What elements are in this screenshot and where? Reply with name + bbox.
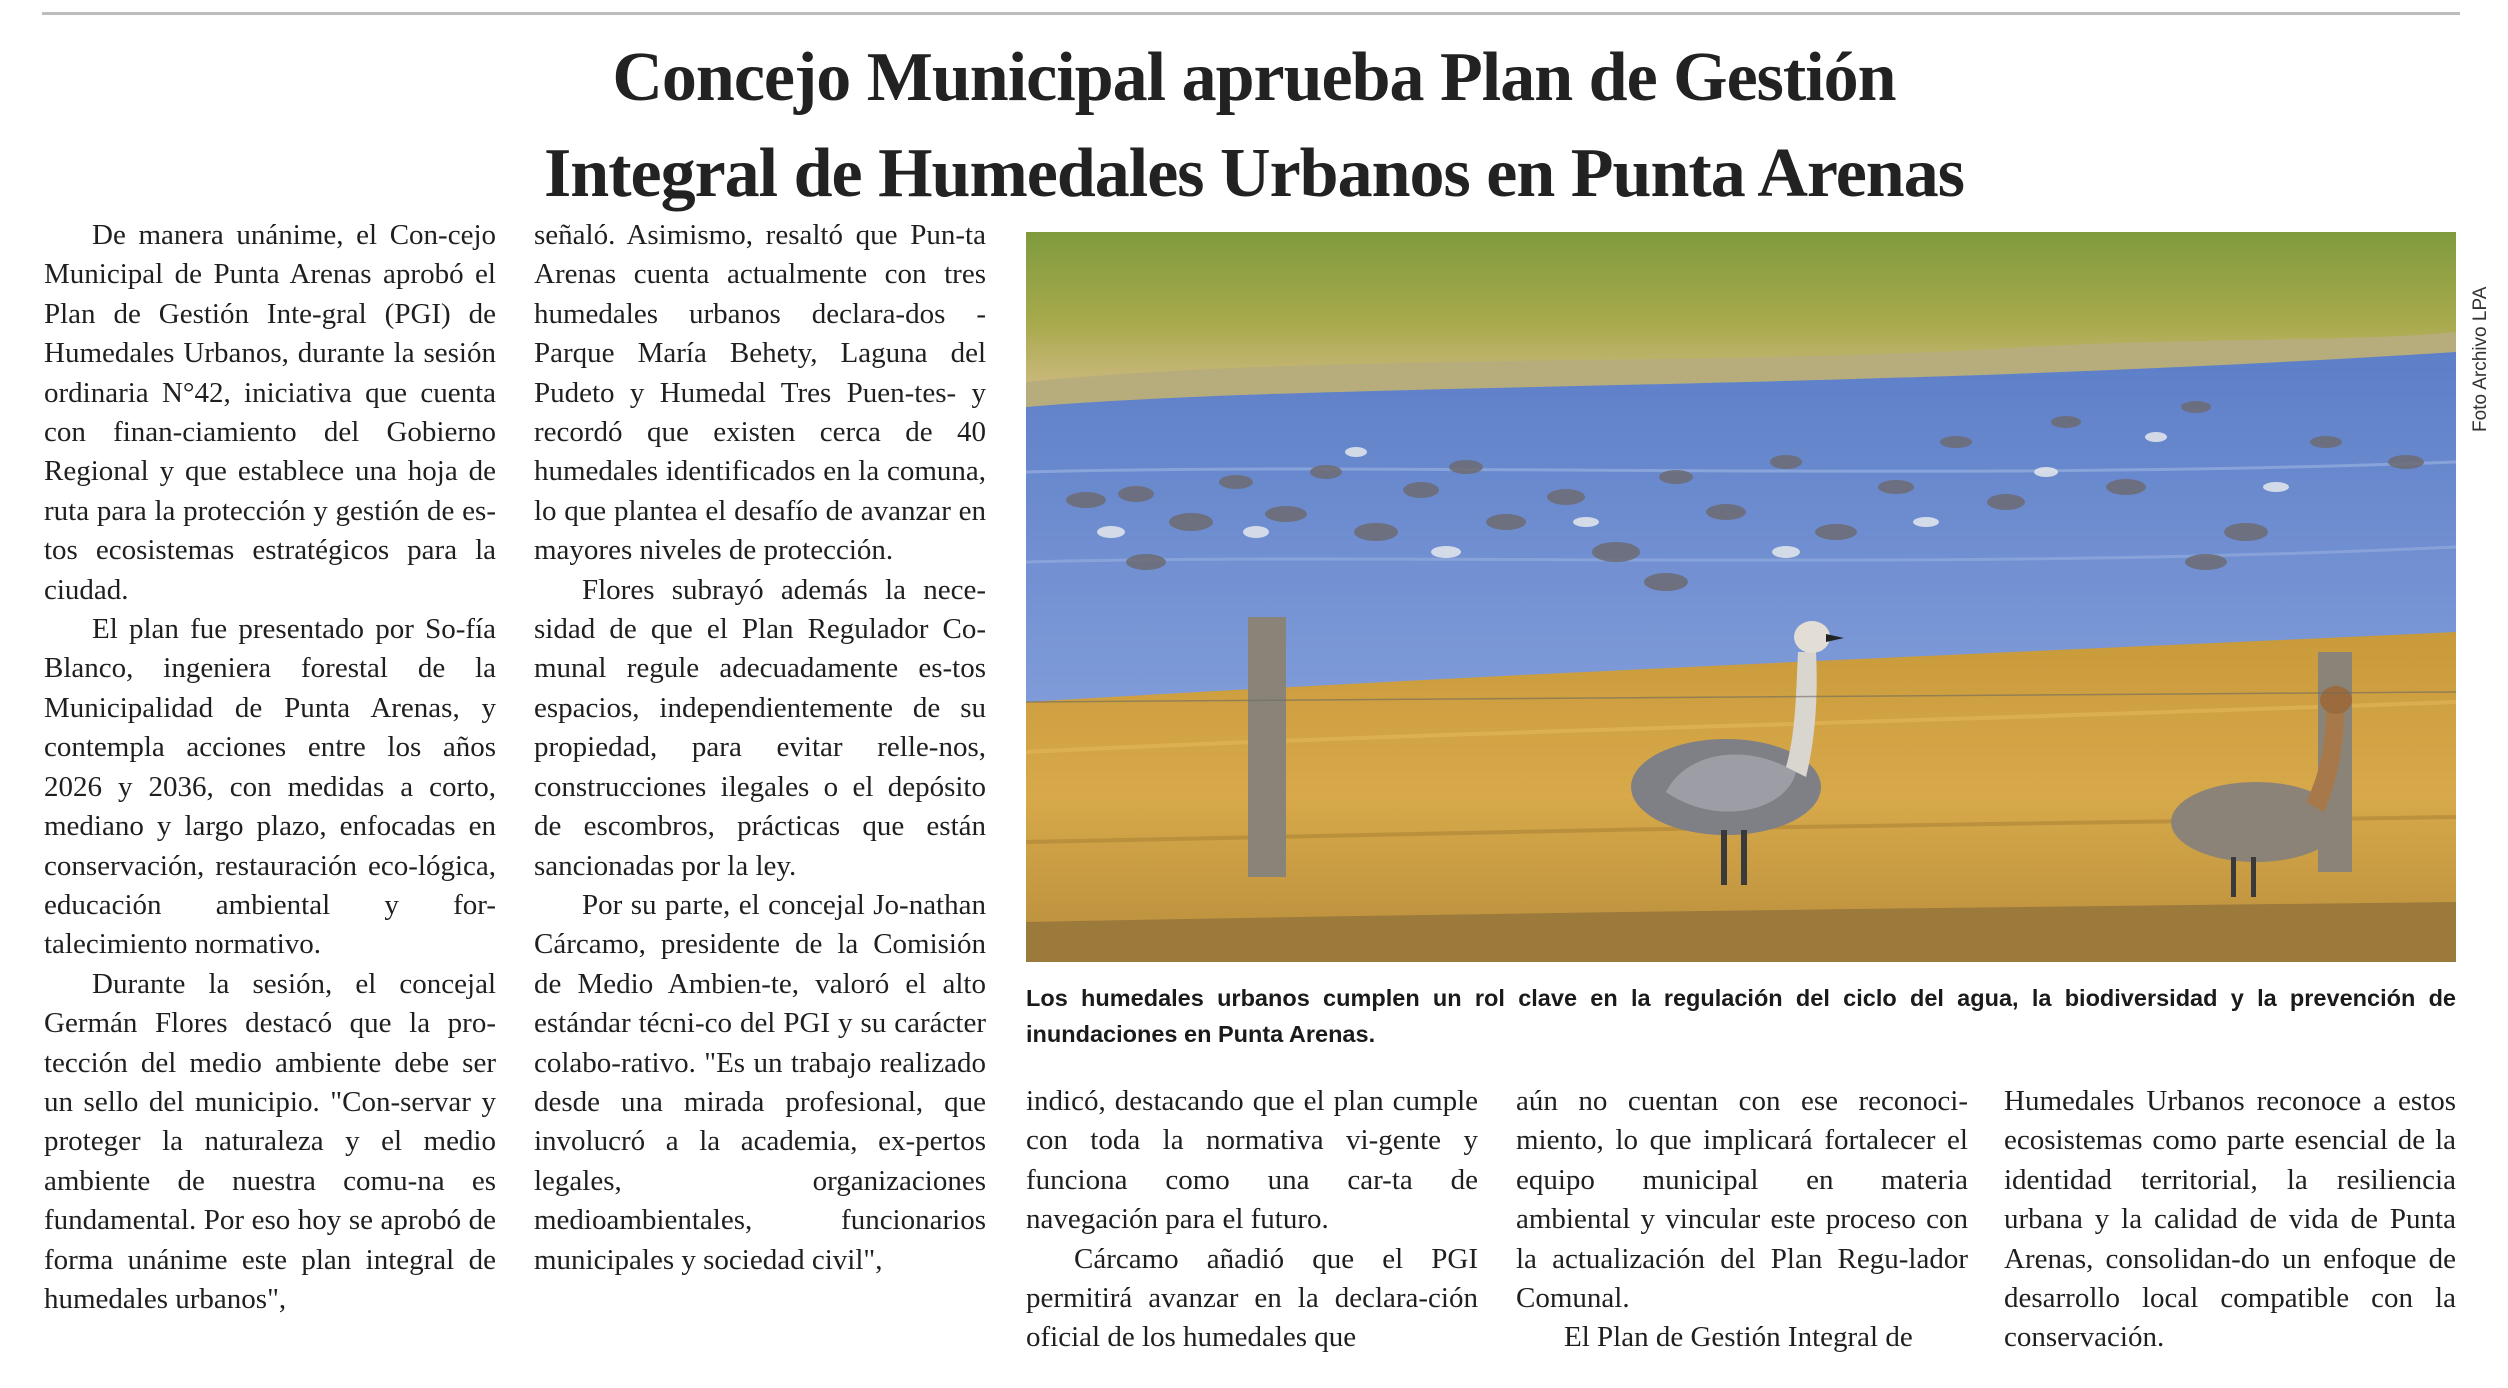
photo-credit: Foto Archivo LPA: [2470, 286, 2491, 432]
article-column-2: [534, 216, 986, 1381]
article-column-1: [44, 216, 496, 1381]
article-column-5: [2004, 1082, 2456, 1382]
article-column-4: [1516, 1082, 1968, 1382]
column1-paragraph-1: De manera unánime, el Con-cejo Municipal de Punta Arenas aprobó el Plan de Gestión Inte-gral (PGI) de Humedales Urbanos, durante la sesión ordinaria N°42, iniciativa que cuenta con finan-ciamiento del Gobierno Regional y que establece una hoja de ruta para la protección y gestión de es-tos ecosistemas estratégicos para la ciudad.: [44, 219, 496, 606]
headline-line-1: Concejo Municipal aprueba Plan de Gestión: [612, 39, 1896, 116]
article-column-3: [1026, 1082, 1478, 1382]
column5-paragraph-1: Humedales Urbanos reconoce a estos ecosistemas como parte esencial de la identidad territorial, la resiliencia urbana y la calidad de vida de Punta Arenas, consolidan-do un enfoque de desarrollo local compatible con la conservación.: [2004, 1085, 2456, 1354]
column3-paragraph-1: indicó, destacando que el plan cumple con toda la normativa vi-gente y funciona como una car-ta de navegación para el futuro.: [1026, 1085, 1478, 1236]
headline-line-2: Integral de Humedales Urbanos en Punta Arenas: [544, 135, 1964, 212]
headline: [300, 30, 2208, 222]
column1-paragraph-3: Durante la sesión, el concejal Germán Flores destacó que la pro-tección del medio ambiente debe ser un sello del municipio. "Con-servar y proteger la naturaleza y el medio ambiente de nuestra comu-na es fundamental. Por eso hoy se aprobó de forma unánime este plan integral de humedales urbanos",: [44, 967, 496, 1315]
photo-caption: Los humedales urbanos cumplen un rol clave en la regulación del ciclo del agua, la biodiversidad y la prevención de inundaciones en Punta Arenas.: [1026, 985, 2456, 1047]
wetland-photo: [1026, 232, 2456, 962]
column1-paragraph-2: El plan fue presentado por So-fía Blanco, ingeniera forestal de la Municipalidad de Punta Arenas, y contempla acciones entre los años 2026 y 2036, con medidas a corto, mediano y largo plazo, enfocadas en conservación, restauración eco-lógica, educación ambiental y for-talecimiento normativo.: [44, 613, 496, 961]
column4-paragraph-1: aún no cuentan con ese reconoci-miento, lo que implicará fortalecer el equipo municipal en materia ambiental y vincular este proceso con la actualización del Plan Regu-lador Comunal.: [1516, 1085, 1968, 1315]
column2-paragraph-2: Flores subrayó además la nece-sidad de que el Plan Regulador Co-munal regule adecuadamente es-tos espacios, independientemente de su propiedad, para evitar relle-nos, construcciones ilegales o el depósito de escombros, prácticas que están sancionadas por la ley.: [534, 573, 986, 882]
column3-paragraph-2: Cárcamo añadió que el PGI permitirá avanzar en la declara-ción oficial de los humedales que: [1026, 1242, 1478, 1354]
column4-paragraph-2: El Plan de Gestión Integral de: [1564, 1321, 1913, 1354]
top-rule: [42, 12, 2460, 15]
column2-paragraph-1: señaló. Asimismo, resaltó que Pun-ta Arenas cuenta actualmente con tres humedales urbanos declara-dos -Parque María Behety, Laguna del Pudeto y Humedal Tres Puen-tes- y recordó que existen cerca de 40 humedales identificados en la comuna, lo que plantea el desafío de avanzar en mayores niveles de protección.: [534, 219, 986, 567]
column2-paragraph-3: Por su parte, el concejal Jo-nathan Cárcamo, presidente de la Comisión de Medio Ambien-te, valoró el alto estándar técni-co del PGI y su carácter colabo-rativo. "Es un trabajo realizado desde una mirada profesional, que involucró a la academia, ex-pertos legales, organizaciones medioambientales, funcionarios municipales y sociedad civil",: [534, 888, 986, 1276]
